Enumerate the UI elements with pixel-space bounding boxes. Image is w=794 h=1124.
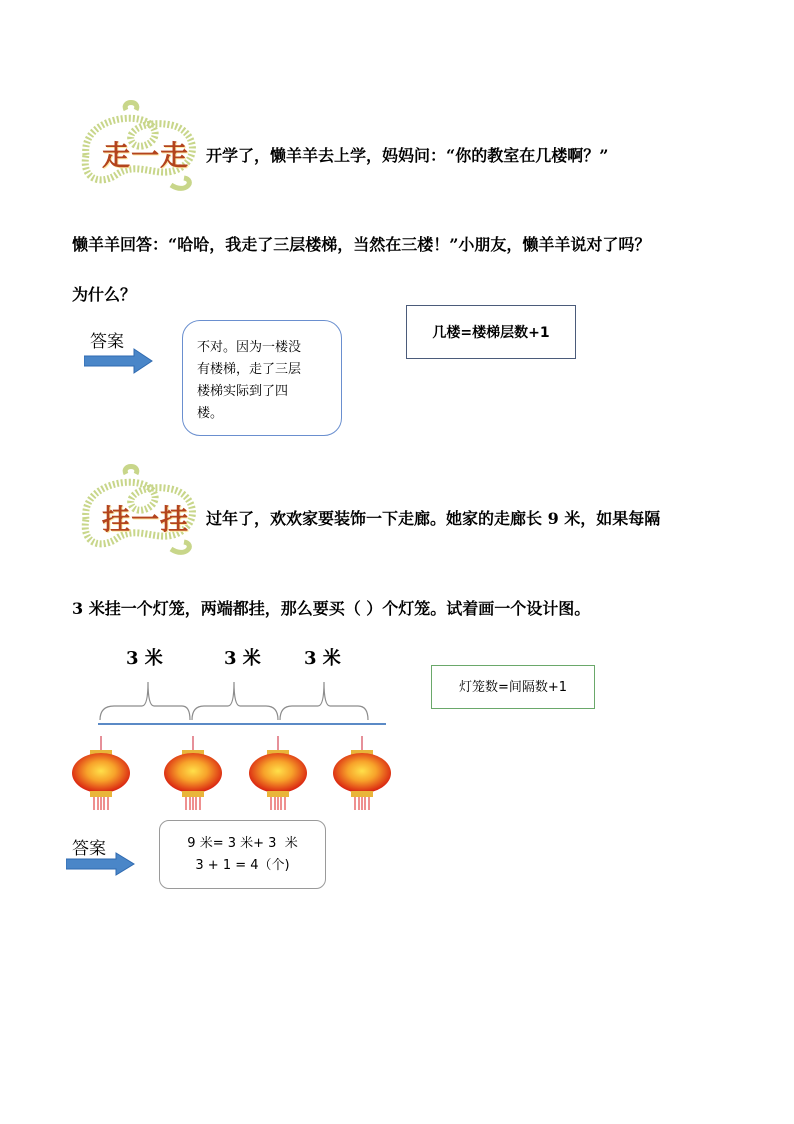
section1-line2: 懒羊羊回答：“哈哈，我走了三层楼梯，当然在三楼！”小朋友，懒羊羊说对了吗？	[72, 235, 651, 254]
answer2-line: 3 + 1 = 4（个)	[195, 858, 290, 873]
brace	[192, 682, 278, 720]
answer1-line: 楼。	[197, 406, 224, 421]
meter-label: 3 米	[224, 648, 261, 669]
meter-label: 3 米	[304, 648, 341, 669]
lantern-icon	[247, 736, 309, 812]
formula-box-1	[406, 305, 576, 359]
arrow-right-icon	[66, 852, 136, 876]
answer-box-1	[182, 320, 342, 436]
lantern-icon	[162, 736, 224, 812]
answer1-line: 有楼梯，走了三层	[197, 362, 302, 377]
brace-group	[100, 682, 368, 720]
arrow-right-icon	[84, 348, 154, 374]
section1-line3: 为什么？	[72, 285, 137, 304]
badge-hang	[76, 464, 206, 564]
formula-2: 灯笼数=间隔数+1	[458, 680, 568, 695]
answer-box-2	[159, 820, 326, 889]
section2-line2: 3 米挂一个灯笼，两端都挂，那么要买（ ）个灯笼。试着画一个设计图。	[72, 599, 591, 618]
meter-label: 3 米	[126, 648, 163, 669]
formula-1: 几楼=楼梯层数+1	[432, 325, 550, 341]
badge-hang-label: 挂一挂	[102, 503, 190, 536]
corridor-diagram	[96, 676, 388, 730]
section1-line1: 开学了，懒羊羊去上学，妈妈问：“你的教室在几楼啊？”	[206, 146, 609, 165]
lantern-icon	[70, 736, 132, 812]
answer-label-1: 答案	[90, 332, 124, 352]
formula-box-2	[431, 665, 595, 709]
badge-walk-label: 走一走	[102, 139, 190, 172]
badge-walk	[76, 100, 206, 200]
brace	[280, 682, 368, 720]
section2-line1: 过年了，欢欢家要装饰一下走廊。她家的走廊长 9 米，如果每隔	[206, 509, 661, 528]
answer1-line: 楼梯实际到了四	[197, 384, 289, 399]
answer-label-2: 答案	[72, 839, 106, 859]
answer2-line: 9 米= 3 米+ 3 米	[187, 836, 298, 851]
answer1-line: 不对。因为一楼没	[197, 340, 302, 355]
brace	[100, 682, 190, 720]
lantern-icon	[331, 736, 393, 812]
